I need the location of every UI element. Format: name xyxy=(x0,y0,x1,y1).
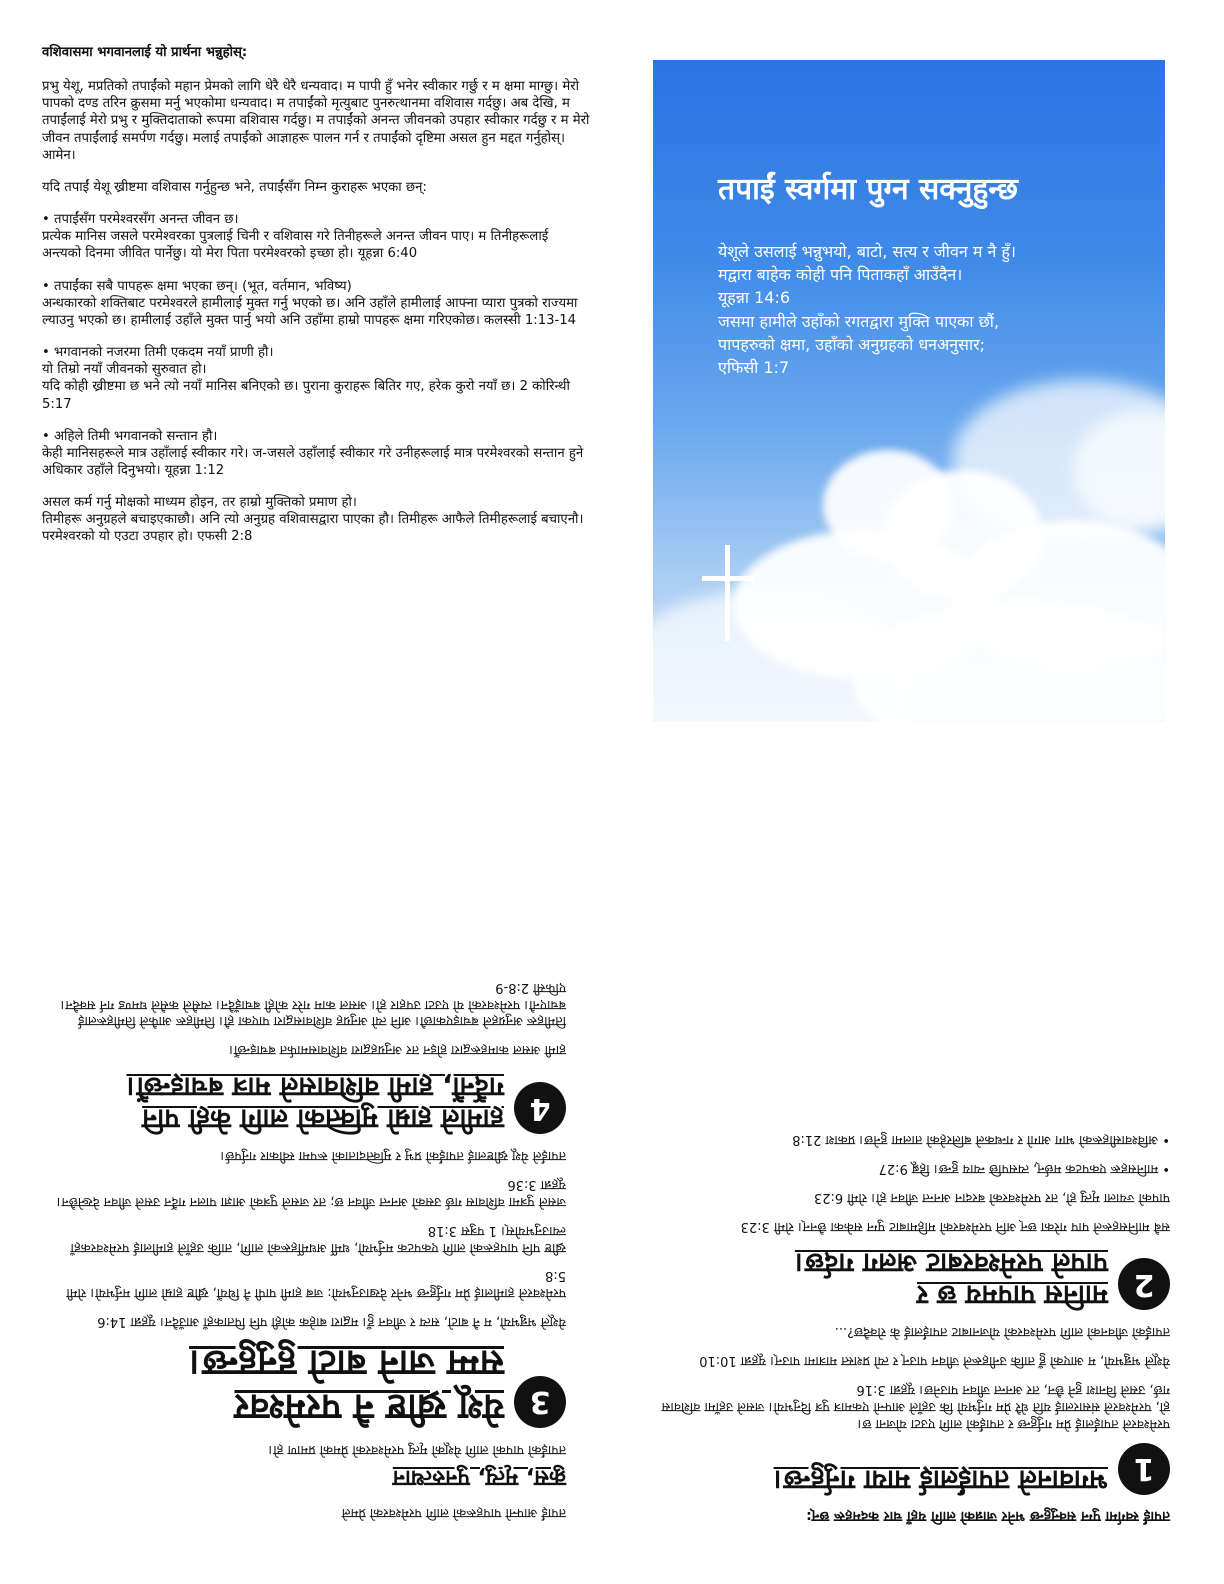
cover-title: तपाईं स्वर्गमा पुग्न सक्नुहुन्छ xyxy=(718,172,1018,207)
step-1-heading: भगवानले तपाईंलाई माया गर्नुहुन्छ। xyxy=(773,1463,1108,1495)
step-4 xyxy=(44,1069,566,1134)
step-4-number: 4 xyxy=(514,1082,566,1134)
cover-ref-1: यूहन्ना 14:6 xyxy=(718,288,791,308)
point-eternal-life: • तपाईंसँग परमेश्वरसँग अनन्त जीवन छ। प्रत्येक मानिस जसले परमेश्वरका पुत्रलाई चिनी र वशिवास गरे तिनीहरूले अनन्त जीवन पाए। म तिनीहरूलाई अन्त्यको दिनमा जीवित पार्नेछु। यो मेरा पिता परमेश्वरको इच्छा हो। यूहन्ना 6:40 xyxy=(42,212,549,262)
point-child-of-god: • अहिले तिमी भगवानको सन्तान हौ। केही मानिसहरूले मात्र उहाँलाई स्वीकार गरे। ज-जसले उहाँलाई स्वीकार गरे उनीहरूलाई मात्र परमेश्वरको सन्तान हुने अधिकार उहाँले दिनुभयो। यूहन्ना 1:12 xyxy=(42,428,584,478)
step-4-heading: हामीले हाम्रो मुक्तिको लागि केही पनि गर्दैनौं, हामी वशिवासले मात्र बचाइन्छौं। xyxy=(126,1070,504,1135)
point-forgiven: • तपाईंका सबै पापहरू क्षमा भएका छन्। (भूत, वर्तमान, भविष्य) अन्धकारको शक्तिबाट परमेश्वरले हामीलाई मुक्त गर्नु भएको छ। अनि उहाँले हामीलाई आफ्ना प्यारा पुत्रको राज्यमा ल्याउनु भएको छ। हामीलाई उहाँले मुक्त पार्नु भयो अनि उहाँमा हाम्रो पापहरू क्षमा गरिएकोछ। कलस्सी 1:13-14 xyxy=(42,278,578,328)
cross-icon xyxy=(725,545,730,641)
steps-panel-right xyxy=(640,845,1170,1525)
cover-verse-2: जसमा हामीले उहाँको रगतद्वारा मुक्ति पाएका छौं, पापहरुको क्षमा, उहाँको अनुग्रहको धनअनुसार; xyxy=(718,311,1000,354)
step-3-text-5: तपाईंले येशू ख्रीष्टलाई तपाईंको प्रभु र मुक्तिदाताको रूपमा स्वीकार गर्नुपर्छ। xyxy=(220,1148,566,1164)
step-3-text: येशूले भन्नुभयो, म नै बाटो, सत्य र जीवन हुँ। मद्वारा बाहेक कोही पनि पिताकहाँ आउँदैन। यूहन्ना 14:6 xyxy=(97,1314,566,1330)
step-1-number: 1 xyxy=(1118,1443,1170,1495)
step-3 xyxy=(44,1341,566,1427)
prayer-intro: वशिवासमा भगवानलाई यो प्रार्थना भन्नुहोस्: xyxy=(42,45,248,60)
steps-left-intro: तपाईं आफ्नो पापहरूको लागि परमेश्वरको प्रेमले xyxy=(341,1505,566,1520)
cover-ref-2: एफिसी 1:7 xyxy=(718,357,790,377)
cross-death-resurrection-heading: क्रुस, मृत्यु, पुनरुत्थान xyxy=(392,1465,566,1491)
closing-text: असल कर्म गर्नु मोक्षको माध्यम होइन, तर हाम्रो मुक्तिको प्रमाण हो। तिमीहरू अनुग्रहले बचाइएकाछौ। अनि त्यो अनुग्रह वशिवासद्वारा पाएका हौ। तिमीहरू आफैले तिमीहरूलाई बचाएनौ। परमेश्वरको यो एउटा उपहार हो। एफसी 2:8 xyxy=(42,495,584,545)
cross-icon-bar xyxy=(702,576,754,581)
step-2-heading: मानिस पापमय छ र पापले परमेश्वरबाट अलग गर्दछ। xyxy=(794,1246,1108,1311)
step-3-text-3: ख्रीष्ट पनि पापहरूको लागि एकपटक मर्नुभयो, धर्मी अधर्मीहरूको लागि, ताकि उहाँले हामीलाई परमेश्वरकहाँ ल्याउनुभयोस्। 1 पत्रुस 3:18 xyxy=(70,1222,566,1255)
step-1-text-2: येशूले भन्नुभयो, म आएको हुँ ताकि उनीहरूले जीवन पाउन् र त्यो प्रशस्त मात्रामा पाउन्। यूहन्ना 10:10 xyxy=(699,1353,1170,1369)
cover-verses xyxy=(718,240,1148,379)
step-1-text: परमेश्वरले तपाईंलाई प्रेम गर्नुहुन्छ र तपाईंको लागि एउटा योजना छ। हो, परमेश्वरले संसारलाई यति धेरै प्रेम गर्नुभयो कि उहाँले आफ्नो एकमात्र पुत्र दिनुभयो। जसले उहाँमा वशिवास गर्छ, उसले विनाश हुने छैन, तर अनन्त जीवन पाउनेछ। यूहन्ना 3:16 xyxy=(661,1382,1170,1431)
step-2-text-4: • अविश्वासीहरूको भाग आगो र गन्धकले बलिरहेको तालमा हुनेछ। प्रकाश 21:8 xyxy=(792,1131,1170,1147)
steps-intro: तपाईं स्वर्गमा पुग्न सक्नुहुन्छ भनेर जान्नको लागि यहाँ चार कदमहरू छन्: xyxy=(806,1508,1170,1524)
step-2-text-3: • मानिसहरू एकपटक मर्छन्, त्यसपछि न्याय हुन्छ। हिब्रू 9:27 xyxy=(878,1160,1170,1176)
step-3-text-2: परमेश्वरले हामीलाई प्रेम गर्नुहुन्छ भनेर देखाउनुभयो: जब हामी पापी नै थियौं, ख्रीष्ट हाम्रो लागि मर्नुभयो। रोमी 5:8 xyxy=(66,1268,566,1301)
step-4-text-2: तिमीहरू अनुग्रहले बचाइएकाछौ। अनि त्यो अनुग्रह वशिवासद्वारा पाएका हौ। तिमीहरू आफैले तिमीहरूलाई बचाएनौ। परमेश्वरको यो एउटा उपहार हो। असल काम गरेर कोही बचाइँदैन। त्यसैले कसैले घमण्ड गर्न सक्दैन। एफिसी 2:8-9 xyxy=(60,979,566,1029)
step-3-text-4: जसले पुत्रमा वशिवास गर्छ उसको अनन्त जीवन छ; तर जसले पुत्रको आज्ञा पालन गर्दैन उसले जीवन देख्नेछैन। यूहन्ना 3:36 xyxy=(56,1176,566,1209)
prayer-panel xyxy=(42,44,590,744)
steps-panel-left xyxy=(44,820,566,1520)
steps-left-subtext: तपाईंको पापको लागि येशूको मृत्यु परमेश्वरको प्रेमको प्रमाण हो। xyxy=(268,1441,566,1457)
step-2-text: सबै मानिसहरूले पाप गरेका छन् अनि परमेश्वरको महिमाबाट पुग्न सकेका छैनन्। रोमी 3:23 xyxy=(740,1218,1170,1234)
step-3-heading: येशू ख्रीष्ट नै परमेश्वर सम्म जाने बाटो हुनुहुन्छ। xyxy=(189,1342,504,1427)
point-new-creation: • भगवानको नजरमा तिमी एकदम नयाँ प्राणी हौ। यो तिम्रो नयाँ जीवनको सुरुवात हो। यदि कोही ख्रीष्टमा छ भने त्यो नयाँ मानिस बनिएको छ। पुराना कुराहरू बितिर गए, हरेक कुरो नयाँ छ। 2 कोरिन्थी 5:17 xyxy=(42,345,570,412)
step-1 xyxy=(640,1443,1170,1495)
step-2 xyxy=(640,1246,1170,1311)
step-4-text: हामी असल कामहरूद्वारा होइन तर अनुग्रहद्वारा वशिवासमार्फत बचाइन्छौं। xyxy=(229,1042,566,1058)
step-3-number: 3 xyxy=(514,1376,566,1428)
if-believe-text: यदि तपाईं येशू ख्रीष्टमा वशिवास गर्नुहुन्छ भने, तपाईंसँग निम्न कुराहरू भएका छन्: xyxy=(42,179,427,195)
step-2-text-2: पापको ज्याला मृत्यु हो, तर परमेश्वरको बरदान अनन्त जीवन हो। रोमी 6:23 xyxy=(813,1189,1170,1205)
step-2-number: 2 xyxy=(1118,1258,1170,1310)
cover-verse-1: येशूले उसलाई भन्नुभयो, बाटो, सत्य र जीवन म नै हुँ। मद्वारा बाहेक कोही पनि पिताकहाँ आउँदैन। xyxy=(718,242,1016,285)
step-1-text-3: तपाईंको जीवनको लागि परमेश्वरको योजनाबाट तपाईंलाई के रोक्दैछ?... xyxy=(834,1324,1170,1340)
prayer-text: प्रभु येशू, मप्रतिको तपाईंको महान प्रेमको लागि धेरै धेरै धन्यवाद। म पापी हुँ भनेर स्वीकार गर्छु र म क्षमा माग्छु। मेरो पापको दण्ड तरिन क्रुसमा मर्नु भएकोमा धन्यवाद। म तपाईंको मृत्युबाट पुनरुत्थानमा वशिवास गर्दछु। अब देखि, म तपाईंलाई मेरो प्रभु र मुक्तिदाताको रूपमा वशिवास गर्दछु। म तपाईंको अनन्त जीवनको उपहार स्वीकार गर्दछु र म मेरो जीवन तपाईंलाई समर्पण गर्दछु। मलाई तपाईंको आज्ञाहरू पालन गर्न र तपाईंको दृष्टिमा असल हुन मद्दत गर्नुहोस्। आमेन। xyxy=(42,79,590,163)
